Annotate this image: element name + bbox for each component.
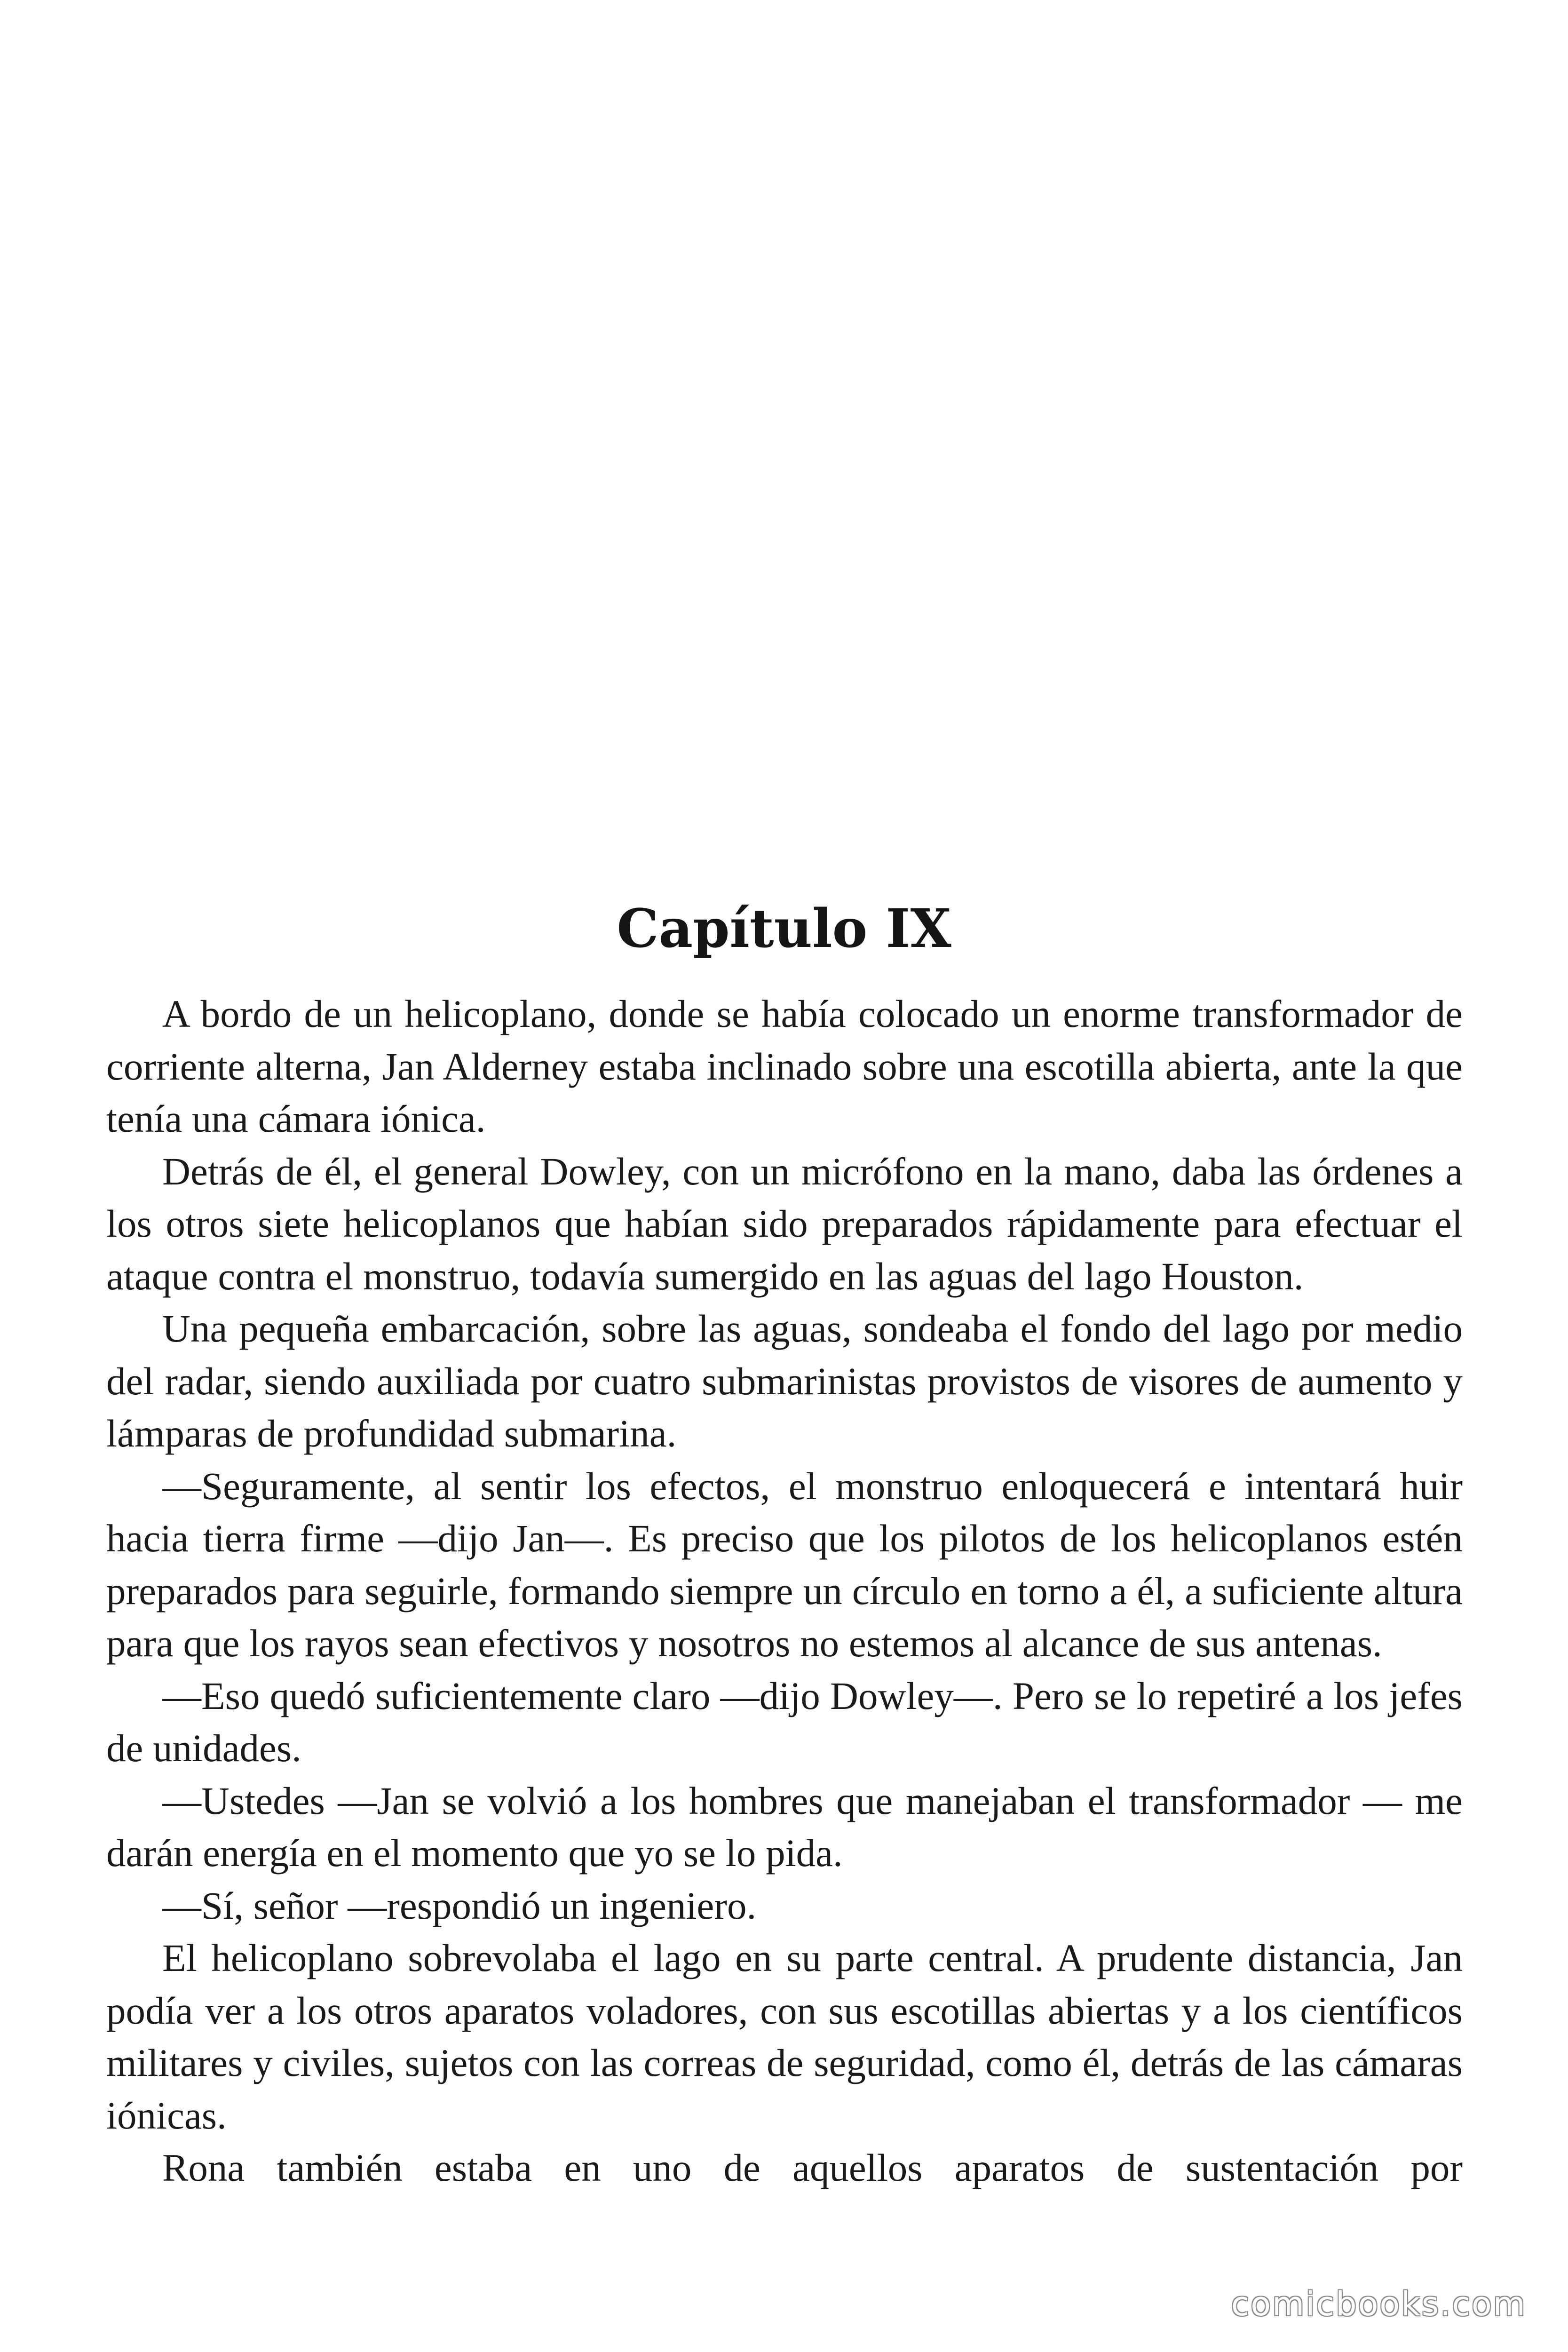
paragraph: Una pequeña embarcación, sobre las aguas, sondeaba el fondo del lago por medio del radar, siendo auxiliada por cuatro submarinistas provistos de visores de aumento y lámparas de profundidad submarina. [106, 1307, 1463, 1455]
site-watermark: comicbooks.com [1231, 2285, 1527, 2323]
paragraph: El helicoplano sobrevolaba el lago en su parte central. A prudente distancia, Jan podía ver a los otros aparatos voladores, con sus escotillas abiertas y a los científicos militares y civiles, sujetos con las correas de seguridad, como él, detrás de las cámaras iónicas. [106, 1936, 1463, 2137]
paragraph: A bordo de un helicoplano, donde se había colocado un enorme transformador de corriente alterna, Jan Alderney estaba inclinado sobre una escotilla abierta, ante la que tenía una cámara iónica. [106, 992, 1463, 1140]
chapter-title: Capítulo IX [617, 898, 951, 960]
paragraph: —Seguramente, al sentir los efectos, el monstruo enloquecerá e intentará huir hacia tierra firme —dijo Jan—. Es preciso que los pilotos de los helicoplanos estén preparados para seguirle, formando siempre un círculo en torno a él, a suficiente altura para que los rayos sean efectivos y nosotros no estemos al alcance de sus antenas. [106, 1464, 1463, 1665]
paragraph: —Ustedes —Jan se volvió a los hombres que manejaban el transformador — me darán energía en el momento que yo se lo pida. [106, 1779, 1463, 1875]
paragraph-continues: Rona también estaba en uno de aquellos aparatos de sustentación por [162, 2146, 1463, 2189]
paragraph: —Eso quedó suficientemente claro —dijo Dowley—. Pero se lo repetiré a los jefes de unidades. [106, 1674, 1463, 1770]
paragraph: Detrás de él, el general Dowley, con un micrófono en la mano, daba las órdenes a los otros siete helicoplanos que habían sido preparados rápidamente para efectuar el ataque contra el monstruo, todavía sumergido en las aguas del lago Houston. [106, 1149, 1463, 1298]
chapter-body [106, 988, 1463, 2194]
paragraph: —Sí, señor —respondió un ingeniero. [162, 1883, 757, 1927]
